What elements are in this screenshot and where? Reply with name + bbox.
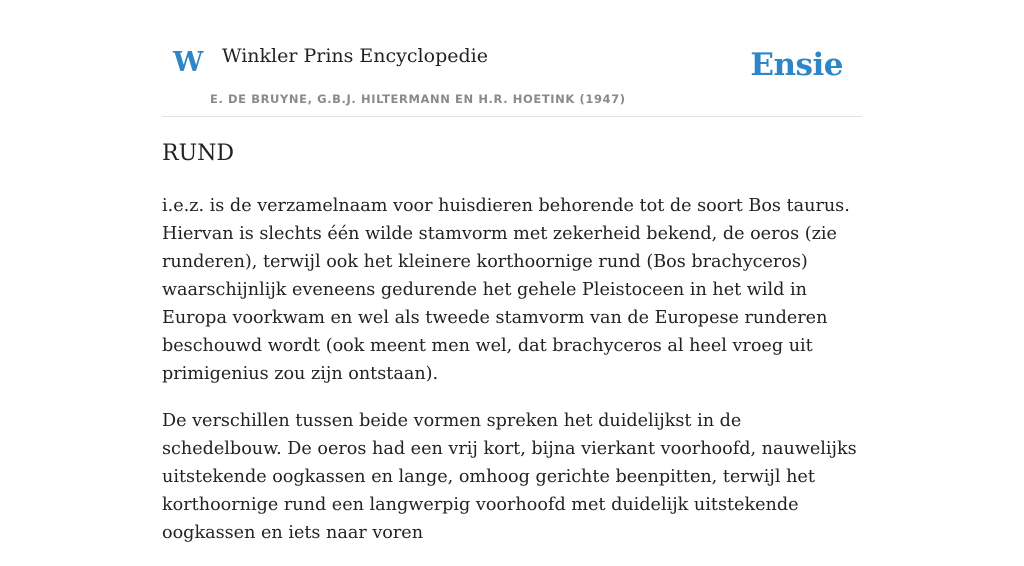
ensie-logo[interactable]: Ensie	[750, 47, 843, 83]
work-title-link[interactable]: Winkler Prins Encyclopedie	[222, 45, 488, 67]
work-logo-icon[interactable]: W	[173, 47, 204, 78]
entry-paragraph: i.e.z. is de verzamelnaam voor huisdieren behorende tot de soort Bos taurus. Hiervan is slechts één wilde stamvorm met zekerheid bekend, de oeros (zie runderen), terwijl ook het kleinere korthoornige rund (Bos brachyceros) waarschijnlijk eveneens gedurende het gehele Pleistoceen in het wild in Europa voorkwam en wel als tweede stamvorm van de Europese runderen beschouwd wordt (ook meent men wel, dat brachyceros al heel vroeg uit primigenius zou zijn ontstaan).	[162, 196, 850, 384]
entry-title: RUND	[162, 141, 234, 166]
entry-paragraph: De verschillen tussen beide vormen spreken het duidelijkst in de schedelbouw. De oeros had een vrij kort, bijna vierkant voorhoofd, nauwelijks uitstekende oogkassen en lange, omhoog gerichte beenpitten, terwijl het korthoornige rund een langwerpig voorhoofd met duidelijk uitstekende oogkassen en iets naar voren	[162, 411, 857, 543]
entry-body	[162, 192, 862, 566]
work-authors: E. DE BRUYNE, G.B.J. HILTERMANN EN H.R. HOETINK (1947)	[210, 92, 626, 106]
header	[162, 0, 862, 117]
